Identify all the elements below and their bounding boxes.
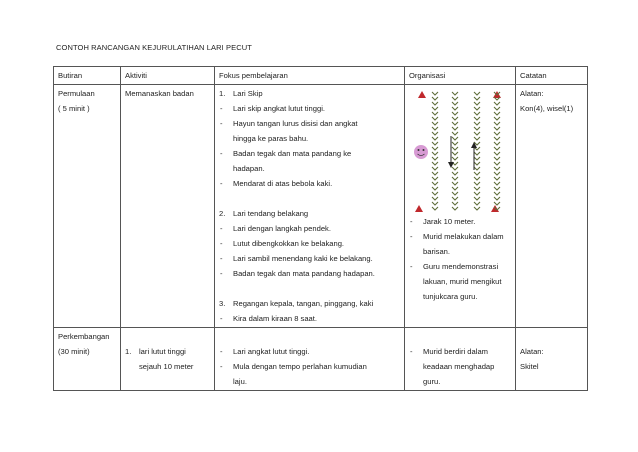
list-item-continuation: laju. (233, 377, 247, 386)
focus-section-3: 3. Regangan kepala, tangan, pinggang, kaki (219, 299, 374, 308)
phase-label: Perkembangan (58, 332, 110, 341)
student-mark (494, 152, 500, 155)
student-mark (452, 132, 458, 135)
student-mark (452, 147, 458, 150)
student-mark (432, 97, 438, 100)
student-mark (452, 187, 458, 190)
activity-item-continuation: sejauh 10 meter (139, 362, 194, 371)
student-mark (494, 102, 500, 105)
list-item-continuation: guru. (423, 377, 441, 386)
student-mark (474, 127, 480, 130)
student-mark (432, 102, 438, 105)
equipment-label: Alatan: (520, 347, 544, 356)
student-mark (474, 102, 480, 105)
student-mark (474, 137, 480, 140)
student-mark (474, 182, 480, 185)
list-item: - Lutut dibengkokkan ke belakang. (219, 236, 400, 251)
student-mark (432, 137, 438, 140)
student-mark (494, 197, 500, 200)
list-item: - Murid melakukan dalam (409, 229, 511, 244)
student-mark (452, 177, 458, 180)
student-mark (432, 182, 438, 185)
focus-section-title: Lari tendang belakang (233, 209, 309, 218)
student-mark (452, 197, 458, 200)
list-item: - Badan tegak dan mata pandang ke (219, 146, 400, 161)
student-mark (432, 112, 438, 115)
student-mark (452, 207, 458, 210)
student-mark (432, 132, 438, 135)
focus-section-title: Regangan kepala, tangan, pinggang, kaki (233, 299, 374, 308)
student-mark (432, 177, 438, 180)
student-mark (474, 132, 480, 135)
student-mark (432, 107, 438, 110)
organisation-notes (409, 214, 511, 244)
student-mark (474, 157, 480, 160)
student-mark (474, 92, 480, 95)
smiley-icon (414, 145, 428, 159)
student-mark (432, 127, 438, 130)
student-mark (452, 202, 458, 205)
student-mark (494, 177, 500, 180)
student-mark (432, 172, 438, 175)
list-item-continuation: keadaan menghadap (423, 362, 495, 371)
student-mark (494, 157, 500, 160)
student-mark (494, 127, 500, 130)
list-item: - Hayun tangan lurus disisi dan angkat (219, 116, 400, 131)
list-item: - Kira dalam kiraan 8 saat. (219, 311, 400, 326)
list-item: - Jarak 10 meter. (409, 214, 511, 229)
cell-organisasi (405, 328, 516, 391)
student-mark (452, 167, 458, 170)
student-mark (452, 112, 458, 115)
student-mark (452, 172, 458, 175)
student-mark (474, 172, 480, 175)
student-mark (494, 167, 500, 170)
student-mark (474, 167, 480, 170)
student-mark (494, 117, 500, 120)
list-item: - Lari sambil menendang kaki ke belakang. (219, 251, 400, 266)
cell-fokus (215, 328, 405, 391)
list-item: - Mula dengan tempo perlahan kumudian (219, 359, 400, 374)
student-mark (432, 122, 438, 125)
equipment-list: Skitel (520, 362, 539, 371)
student-mark (474, 177, 480, 180)
student-mark (432, 187, 438, 190)
student-mark (494, 172, 500, 175)
student-mark (494, 137, 500, 140)
cone-icon (418, 91, 426, 98)
list-item: - Lari skip angkat lutut tinggi. (219, 101, 400, 116)
student-mark (432, 92, 438, 95)
cell-catatan (516, 85, 588, 328)
student-mark (494, 122, 500, 125)
equipment-label: Alatan: (520, 89, 544, 98)
equipment-list: Kon(4), wisel(1) (520, 104, 574, 113)
student-mark (494, 147, 500, 150)
student-mark (432, 207, 438, 210)
student-mark (432, 147, 438, 150)
student-mark (474, 122, 480, 125)
student-mark (452, 157, 458, 160)
list-item: - Badan tegak dan mata pandang hadapan. (219, 266, 400, 281)
list-item: - Mendarat di atas bebola kaki. (219, 176, 400, 191)
student-mark (474, 202, 480, 205)
header-organisasi: Organisasi (405, 67, 516, 85)
student-mark (432, 167, 438, 170)
student-mark (494, 132, 500, 135)
cell-aktiviti (121, 85, 215, 328)
student-mark (474, 207, 480, 210)
phase-duration: (30 minit) (58, 347, 90, 356)
student-mark (452, 137, 458, 140)
list-item-continuation: barisan. (423, 247, 451, 256)
formation-diagram (411, 86, 509, 214)
student-mark (474, 162, 480, 165)
list-item: - Murid berdiri dalam (409, 344, 511, 359)
focus-section-title: Lari Skip (233, 89, 263, 98)
student-column (474, 92, 480, 210)
cell-butiran (54, 85, 121, 328)
student-mark (452, 152, 458, 155)
student-column (432, 92, 438, 210)
student-mark (474, 107, 480, 110)
cell-aktiviti (121, 328, 215, 391)
student-mark (494, 182, 500, 185)
list-item-continuation: hadapan. (233, 164, 265, 173)
formation-diagram-svg (411, 86, 509, 214)
student-mark (432, 152, 438, 155)
student-mark (432, 142, 438, 145)
focus-section-2: 2. Lari tendang belakang (219, 209, 309, 218)
student-mark (452, 92, 458, 95)
list-item-continuation: tunjukcara guru. (423, 292, 478, 301)
cell-catatan (516, 328, 588, 391)
phase-label: Permulaan (58, 89, 95, 98)
student-mark (432, 162, 438, 165)
list-item: - Lari angkat lutut tinggi. (219, 344, 400, 359)
student-mark (452, 122, 458, 125)
table-row (54, 328, 588, 391)
focus-list (219, 101, 400, 131)
cone-icon (415, 205, 423, 212)
student-mark (474, 187, 480, 190)
student-mark (474, 152, 480, 155)
student-mark (452, 127, 458, 130)
student-mark (452, 142, 458, 145)
student-mark (494, 192, 500, 195)
up-arrow-icon (471, 142, 477, 170)
activity-item: 1. lari lutut tinggi (125, 347, 186, 356)
phase-duration: ( 5 minit ) (58, 104, 90, 113)
table-row (54, 85, 588, 328)
table-header-row (54, 67, 588, 85)
student-mark (474, 97, 480, 100)
student-mark (432, 157, 438, 160)
student-mark (494, 107, 500, 110)
student-column (452, 92, 458, 210)
student-mark (432, 117, 438, 120)
student-mark (474, 112, 480, 115)
student-mark (432, 192, 438, 195)
training-plan-table (53, 66, 588, 391)
student-mark (432, 202, 438, 205)
document-title: CONTOH RANCANGAN KEJURULATIHAN LARI PECUT (56, 43, 252, 52)
focus-section-1: 1. Lari Skip (219, 89, 263, 98)
list-item: - Guru mendemonstrasi (409, 259, 511, 274)
header-catatan: Catatan (516, 67, 588, 85)
cell-butiran (54, 328, 121, 391)
student-mark (452, 192, 458, 195)
student-column (494, 92, 500, 210)
activity-text: Memanaskan badan (125, 89, 194, 98)
student-mark (494, 187, 500, 190)
student-mark (494, 202, 500, 205)
header-aktiviti: Aktiviti (121, 67, 215, 85)
down-arrow-icon (448, 136, 454, 168)
student-mark (474, 192, 480, 195)
student-mark (494, 142, 500, 145)
student-mark (452, 107, 458, 110)
student-mark (474, 117, 480, 120)
student-mark (452, 182, 458, 185)
list-item-continuation: hingga ke paras bahu. (233, 134, 309, 143)
student-mark (452, 97, 458, 100)
cell-fokus (215, 85, 405, 328)
header-fokus: Fokus pembelajaran (215, 67, 405, 85)
cell-organisasi (405, 85, 516, 328)
student-mark (452, 117, 458, 120)
list-item: - Lari dengan langkah pendek. (219, 221, 400, 236)
student-mark (452, 102, 458, 105)
student-mark (494, 162, 500, 165)
student-mark (474, 197, 480, 200)
list-item-continuation: lakuan, murid mengikut (423, 277, 502, 286)
header-butiran: Butiran (54, 67, 121, 85)
student-mark (494, 112, 500, 115)
student-mark (432, 197, 438, 200)
